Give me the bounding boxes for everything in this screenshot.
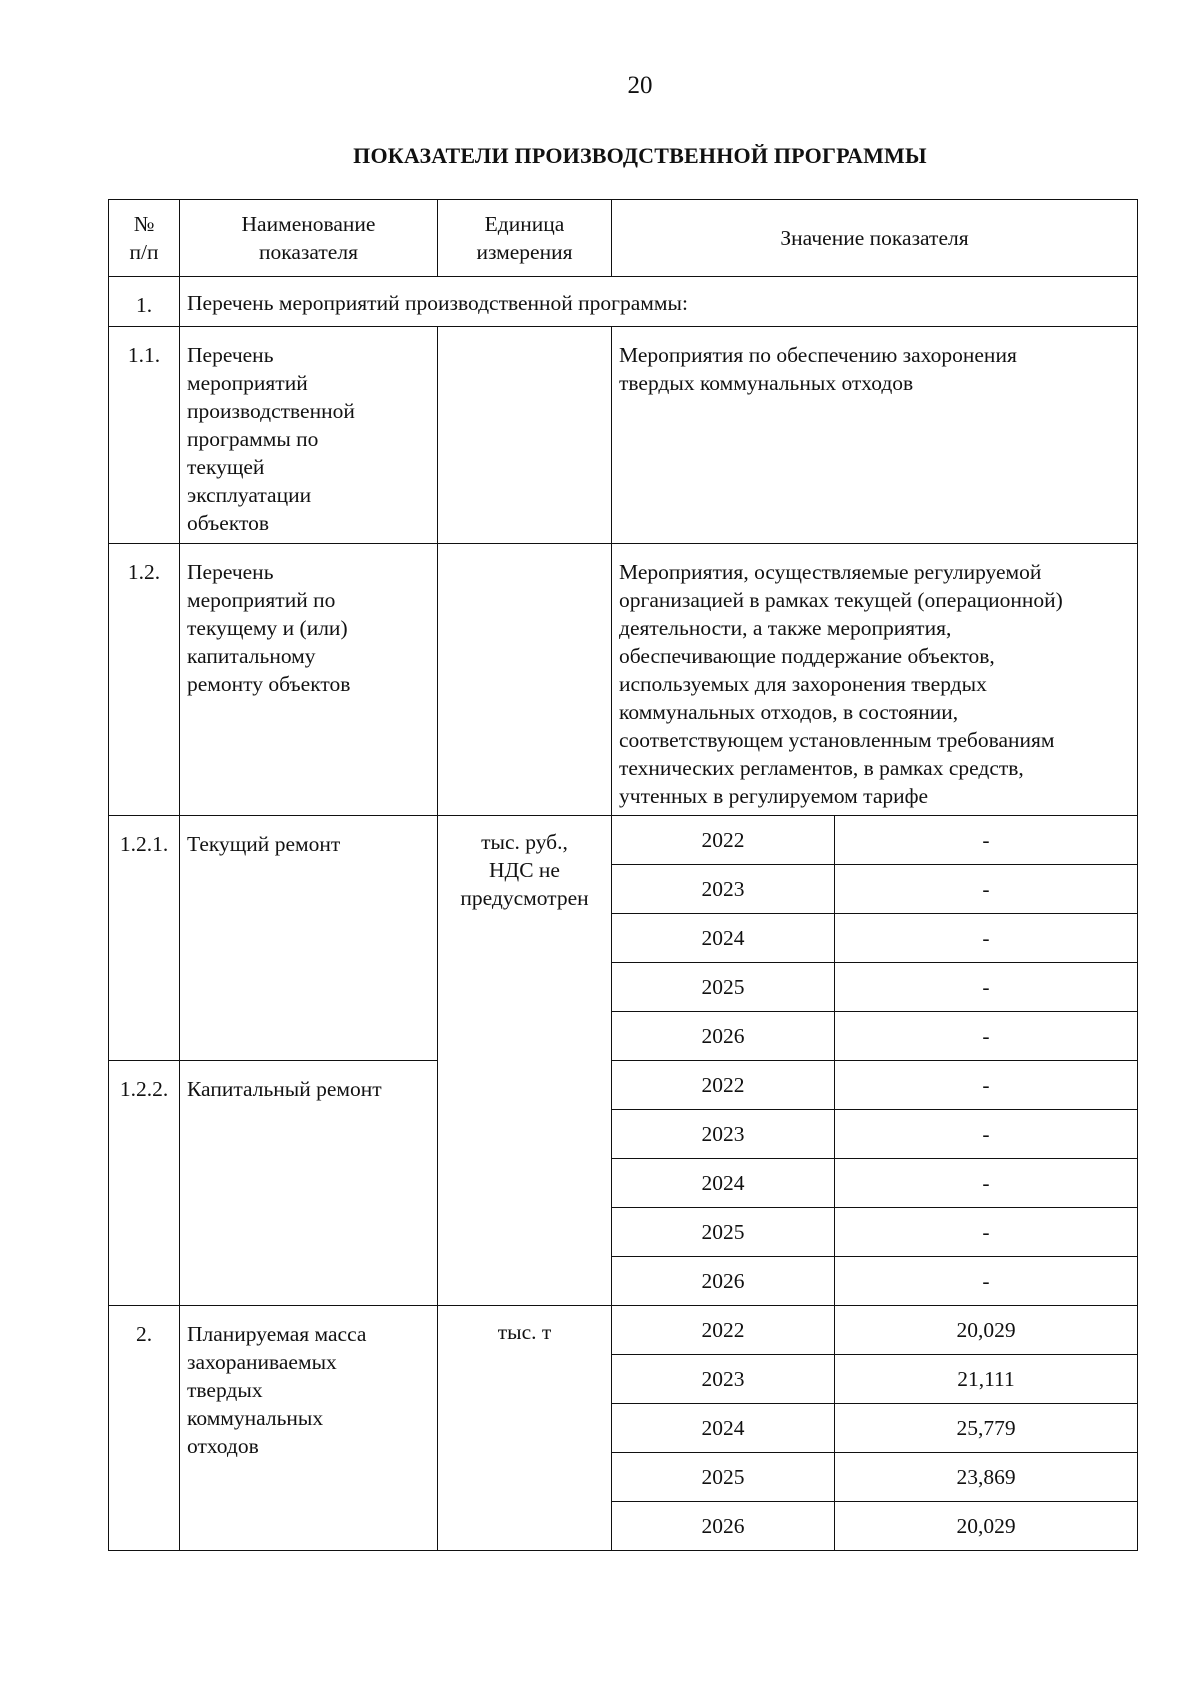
value-cell: - xyxy=(835,963,1138,1012)
row-1-2-value-line: организацией в рамках текущей (операционной) xyxy=(619,588,1063,612)
row-1-1-value xyxy=(612,327,1138,544)
table-row xyxy=(109,1061,1138,1110)
year-cell: 2025 xyxy=(612,963,835,1012)
row-1-1-value-line: Мероприятия по обеспечению захоронения xyxy=(619,343,1017,367)
row-1-1-name xyxy=(180,327,438,544)
header-unit xyxy=(438,200,612,277)
value-cell: 21,111 xyxy=(835,1355,1138,1404)
header-name-line1: Наименование xyxy=(241,212,376,236)
value-cell: - xyxy=(835,1159,1138,1208)
row-1-2-2-number: 1.2.2. xyxy=(109,1061,180,1306)
value-cell: 23,869 xyxy=(835,1453,1138,1502)
table-row-1-2 xyxy=(109,544,1138,816)
table-row-1-1 xyxy=(109,327,1138,544)
header-unit-line1: Единица xyxy=(484,212,565,236)
row-1-2-name-line: мероприятий по xyxy=(187,588,336,612)
row-1-1-value-line: твердых коммунальных отходов xyxy=(619,371,914,395)
row-2-name-line: Планируемая масса xyxy=(187,1322,367,1346)
row-1-1-name-line: объектов xyxy=(187,511,269,535)
row-1-2-unit xyxy=(438,544,612,816)
value-cell: - xyxy=(835,914,1138,963)
year-cell: 2026 xyxy=(612,1012,835,1061)
year-cell: 2022 xyxy=(612,1306,835,1355)
row-1-2-name-line: ремонту объектов xyxy=(187,672,351,696)
value-cell: - xyxy=(835,1257,1138,1306)
row-2-name-line: коммунальных xyxy=(187,1406,324,1430)
header-value: Значение показателя xyxy=(612,200,1138,277)
row-1-2-value-line: коммунальных отходов, в состоянии, xyxy=(619,700,959,724)
row-1-1-unit xyxy=(438,327,612,544)
header-number xyxy=(109,200,180,277)
header-number-line1: № xyxy=(133,212,155,236)
row-1-2-2-name: Капитальный ремонт xyxy=(180,1061,438,1306)
header-unit-line2: измерения xyxy=(476,240,573,264)
header-name xyxy=(180,200,438,277)
value-cell: 25,779 xyxy=(835,1404,1138,1453)
year-cell: 2023 xyxy=(612,1355,835,1404)
row-2-name-line: твердых xyxy=(187,1378,263,1402)
row-1-2-name xyxy=(180,544,438,816)
indicators-table xyxy=(108,199,1138,1551)
table-row xyxy=(109,1306,1138,1355)
year-cell: 2025 xyxy=(612,1208,835,1257)
row-1-2-value-line: обеспечивающие поддержание объектов, xyxy=(619,644,995,668)
row-2-number: 2. xyxy=(109,1306,180,1551)
row-1-1-name-line: программы по xyxy=(187,427,319,451)
row-1-2-value-line: Мероприятия, осуществляемые регулируемой xyxy=(619,560,1042,584)
repair-unit xyxy=(438,816,612,1306)
page-number: 20 xyxy=(627,72,653,99)
row-1-2-number: 1.2. xyxy=(109,544,180,816)
value-cell: - xyxy=(835,1061,1138,1110)
year-cell: 2022 xyxy=(612,1061,835,1110)
value-cell: - xyxy=(835,816,1138,865)
value-cell: 20,029 xyxy=(835,1502,1138,1551)
row-1-1-number: 1.1. xyxy=(109,327,180,544)
value-cell: - xyxy=(835,1012,1138,1061)
row-1-2-name-line: текущему и (или) xyxy=(187,616,348,640)
repair-unit-line: предусмотрен xyxy=(460,886,589,910)
row-1-2-name-line: капитальному xyxy=(187,644,316,668)
section-1-title: Перечень мероприятий производственной программы: xyxy=(180,277,1138,327)
row-1-2-value xyxy=(612,544,1138,816)
row-1-1-name-line: производственной xyxy=(187,399,355,423)
row-2-name-line: отходов xyxy=(187,1434,259,1458)
row-1-2-value-line: соответствующем установленным требованиям xyxy=(619,728,1055,752)
row-1-2-value-line: учтенных в регулируемом тарифе xyxy=(619,784,929,808)
document-title: ПОКАЗАТЕЛИ ПРОИЗВОДСТВЕННОЙ ПРОГРАММЫ xyxy=(353,143,927,168)
row-1-2-value-line: деятельности, а также мероприятия, xyxy=(619,616,952,640)
year-cell: 2024 xyxy=(612,1159,835,1208)
row-1-1-name-line: эксплуатации xyxy=(187,483,312,507)
table-row xyxy=(109,816,1138,865)
row-1-2-1-number: 1.2.1. xyxy=(109,816,180,1061)
row-2-name-line: захораниваемых xyxy=(187,1350,337,1374)
row-1-2-value-line: используемых для захоронения твердых xyxy=(619,672,987,696)
value-cell: 20,029 xyxy=(835,1306,1138,1355)
value-cell: - xyxy=(835,1110,1138,1159)
header-name-line2: показателя xyxy=(259,240,358,264)
header-number-line2: п/п xyxy=(129,240,159,264)
row-1-1-name-line: мероприятий xyxy=(187,371,308,395)
section-row-1 xyxy=(109,277,1138,327)
year-cell: 2023 xyxy=(612,1110,835,1159)
row-1-1-name-line: Перечень xyxy=(187,343,274,367)
table-header-row xyxy=(109,200,1138,277)
year-cell: 2022 xyxy=(612,816,835,865)
year-cell: 2024 xyxy=(612,1404,835,1453)
year-cell: 2026 xyxy=(612,1257,835,1306)
year-cell: 2026 xyxy=(612,1502,835,1551)
year-cell: 2025 xyxy=(612,1453,835,1502)
value-cell: - xyxy=(835,865,1138,914)
value-cell: - xyxy=(835,1208,1138,1257)
section-1-number: 1. xyxy=(109,277,180,327)
row-2-name xyxy=(180,1306,438,1551)
repair-unit-line: тыс. руб., xyxy=(481,830,568,854)
repair-unit-line: НДС не xyxy=(489,858,560,882)
row-1-2-1-name: Текущий ремонт xyxy=(180,816,438,1061)
row-1-1-name-line: текущей xyxy=(187,455,265,479)
year-cell: 2024 xyxy=(612,914,835,963)
row-2-unit: тыс. т xyxy=(438,1306,612,1551)
year-cell: 2023 xyxy=(612,865,835,914)
row-1-2-name-line: Перечень xyxy=(187,560,274,584)
row-1-2-value-line: технических регламентов, в рамках средств, xyxy=(619,756,1024,780)
